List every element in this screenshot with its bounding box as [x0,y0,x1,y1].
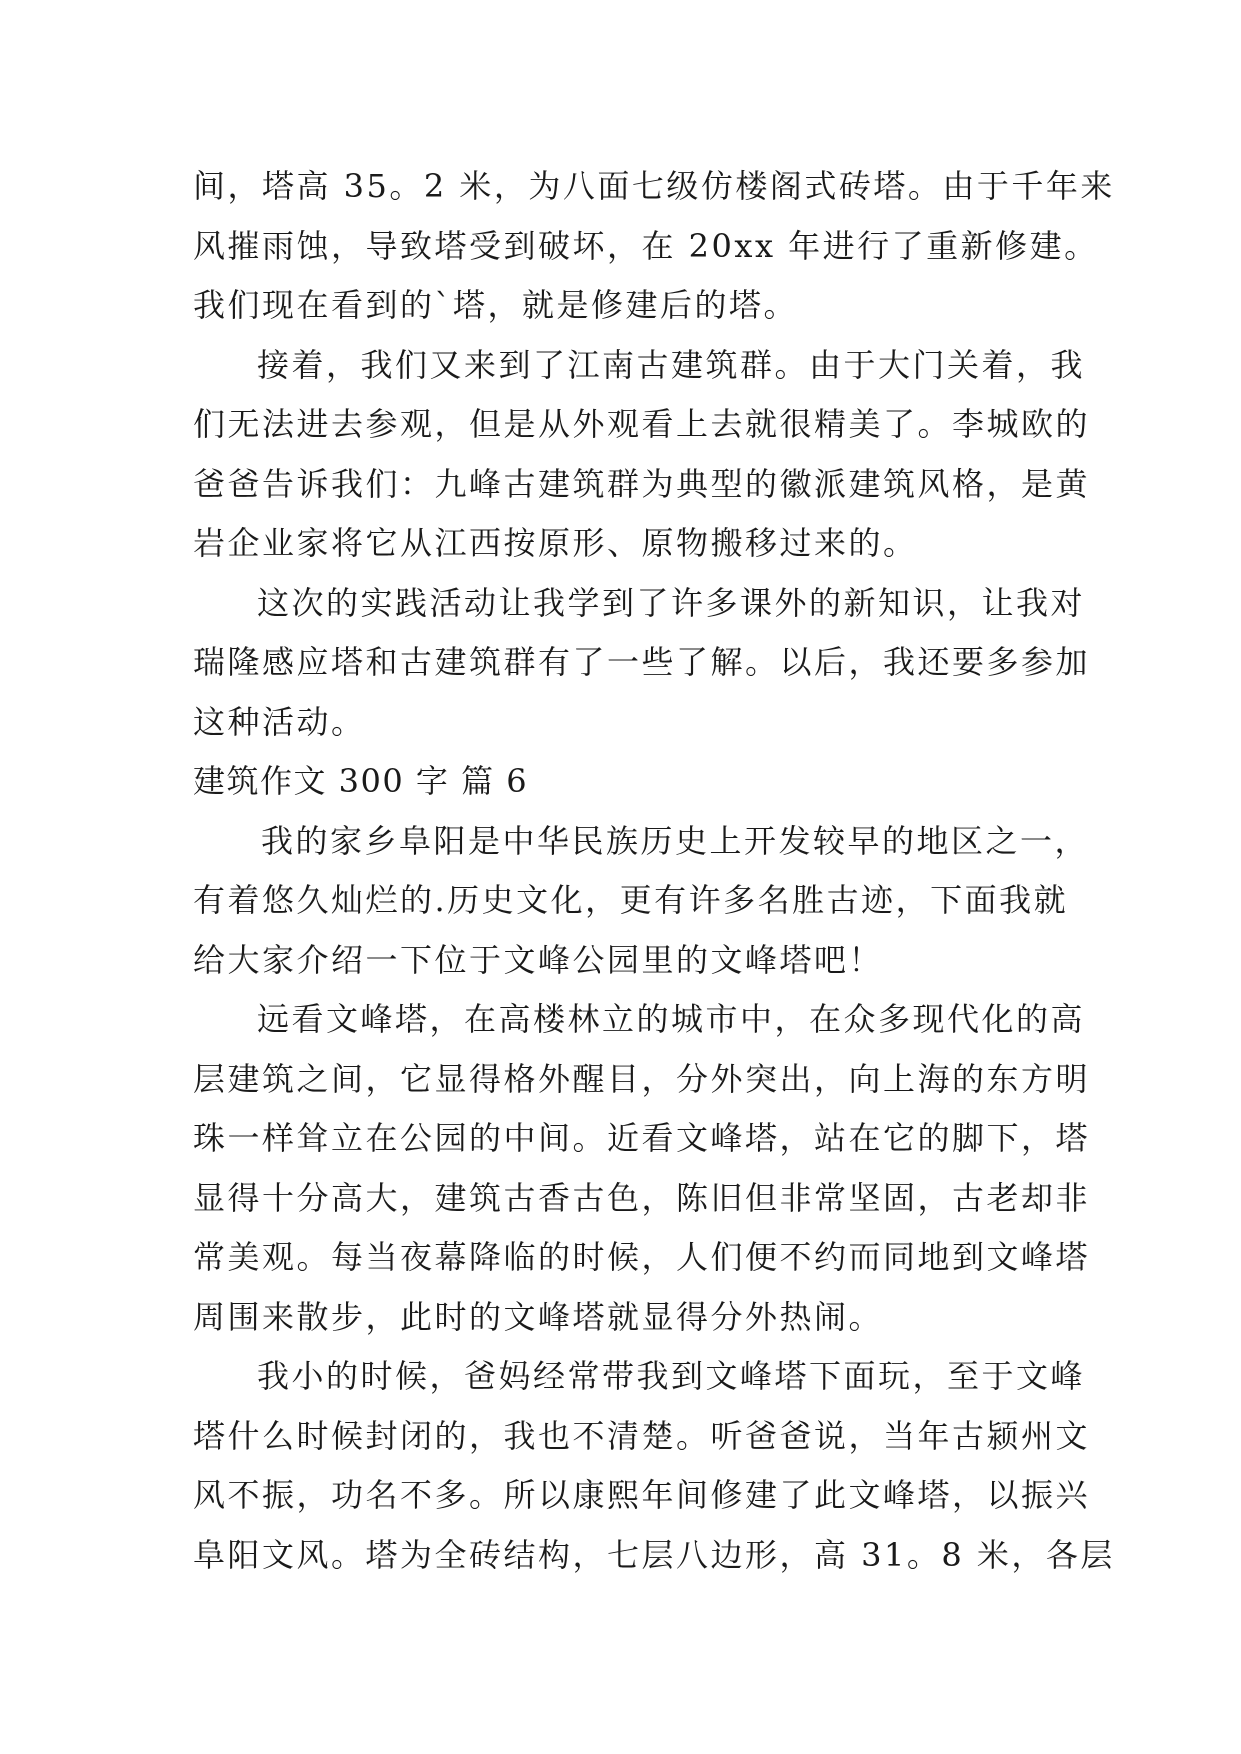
section-heading: 建筑作文 300 字 篇 6 [193,762,529,800]
text-line: 有着悠久灿烂的.历史文化，更有许多名胜古迹，下面我就 [193,881,1069,919]
paragraph [193,1347,1115,1585]
paragraph [193,574,1091,753]
text-line: 间，塔高 35。2 米，为八面七级仿楼阁式砖塔。由于千年来 [193,167,1115,205]
text-line: 周围来散步，此时的文峰塔就显得分外热闹。 [193,1297,884,1336]
paragraph [193,812,1090,991]
text-line: 常美观。每当夜幕降临的时候，人们便不约而同地到文峰塔 [193,1238,1091,1276]
paragraph [193,157,1115,336]
text-line: 爸爸告诉我们：九峰古建筑群为典型的徽派建筑风格，是黄 [193,464,1091,503]
text-line: 我的家乡阜阳是中华民族历史上开发较早的地区之一， [261,821,1090,860]
text-line: 珠一样耸立在公园的中间。近看文峰塔，站在它的脚下，塔 [193,1119,1091,1157]
text-line: 我小的时候，爸妈经常带我到文峰塔下面玩，至于文峰 [257,1357,1086,1395]
paragraph [193,990,1091,1347]
text-line: 风摧雨蚀，导致塔受到破坏，在 20xx 年进行了重新修建。 [193,226,1099,265]
text-line: 我们现在看到的`塔，就是修建后的塔。 [193,286,799,324]
text-line: 层建筑之间，它显得格外醒目，分外突出，向上海的东方明 [193,1059,1091,1098]
text-line: 接着，我们又来到了江南古建筑群。由于大门关着，我 [257,345,1086,384]
text-line: 阜阳文风。塔为全砖结构，七层八边形，高 31。8 米，各层 [193,1535,1115,1574]
text-line: 岩企业家将它从江西按原形、原物搬移过来的。 [193,524,918,562]
text-line: 这种活动。 [193,702,366,741]
document-body [193,157,1115,1585]
text-line: 风不振，功名不多。所以康熙年间修建了此文峰塔，以振兴 [193,1476,1091,1514]
text-line: 给大家介绍一下位于文峰公园里的文峰塔吧！ [193,940,884,979]
text-line: 瑞隆感应塔和古建筑群有了一些了解。以后，我还要多参加 [193,643,1091,681]
text-line: 们无法进去参观，但是从外观看上去就很精美了。李城欧的 [193,405,1091,443]
text-line: 塔什么时候封闭的，我也不清楚。听爸爸说，当年古颍州文 [193,1416,1091,1455]
text-line: 这次的实践活动让我学到了许多课外的新知识，让我对 [257,583,1086,622]
text-line: 远看文峰塔，在高楼林立的城市中，在众多现代化的高 [257,1000,1086,1038]
text-line: 显得十分高大，建筑古香古色，陈旧但非常坚固，古老却非 [193,1178,1091,1217]
paragraph [193,336,1091,574]
